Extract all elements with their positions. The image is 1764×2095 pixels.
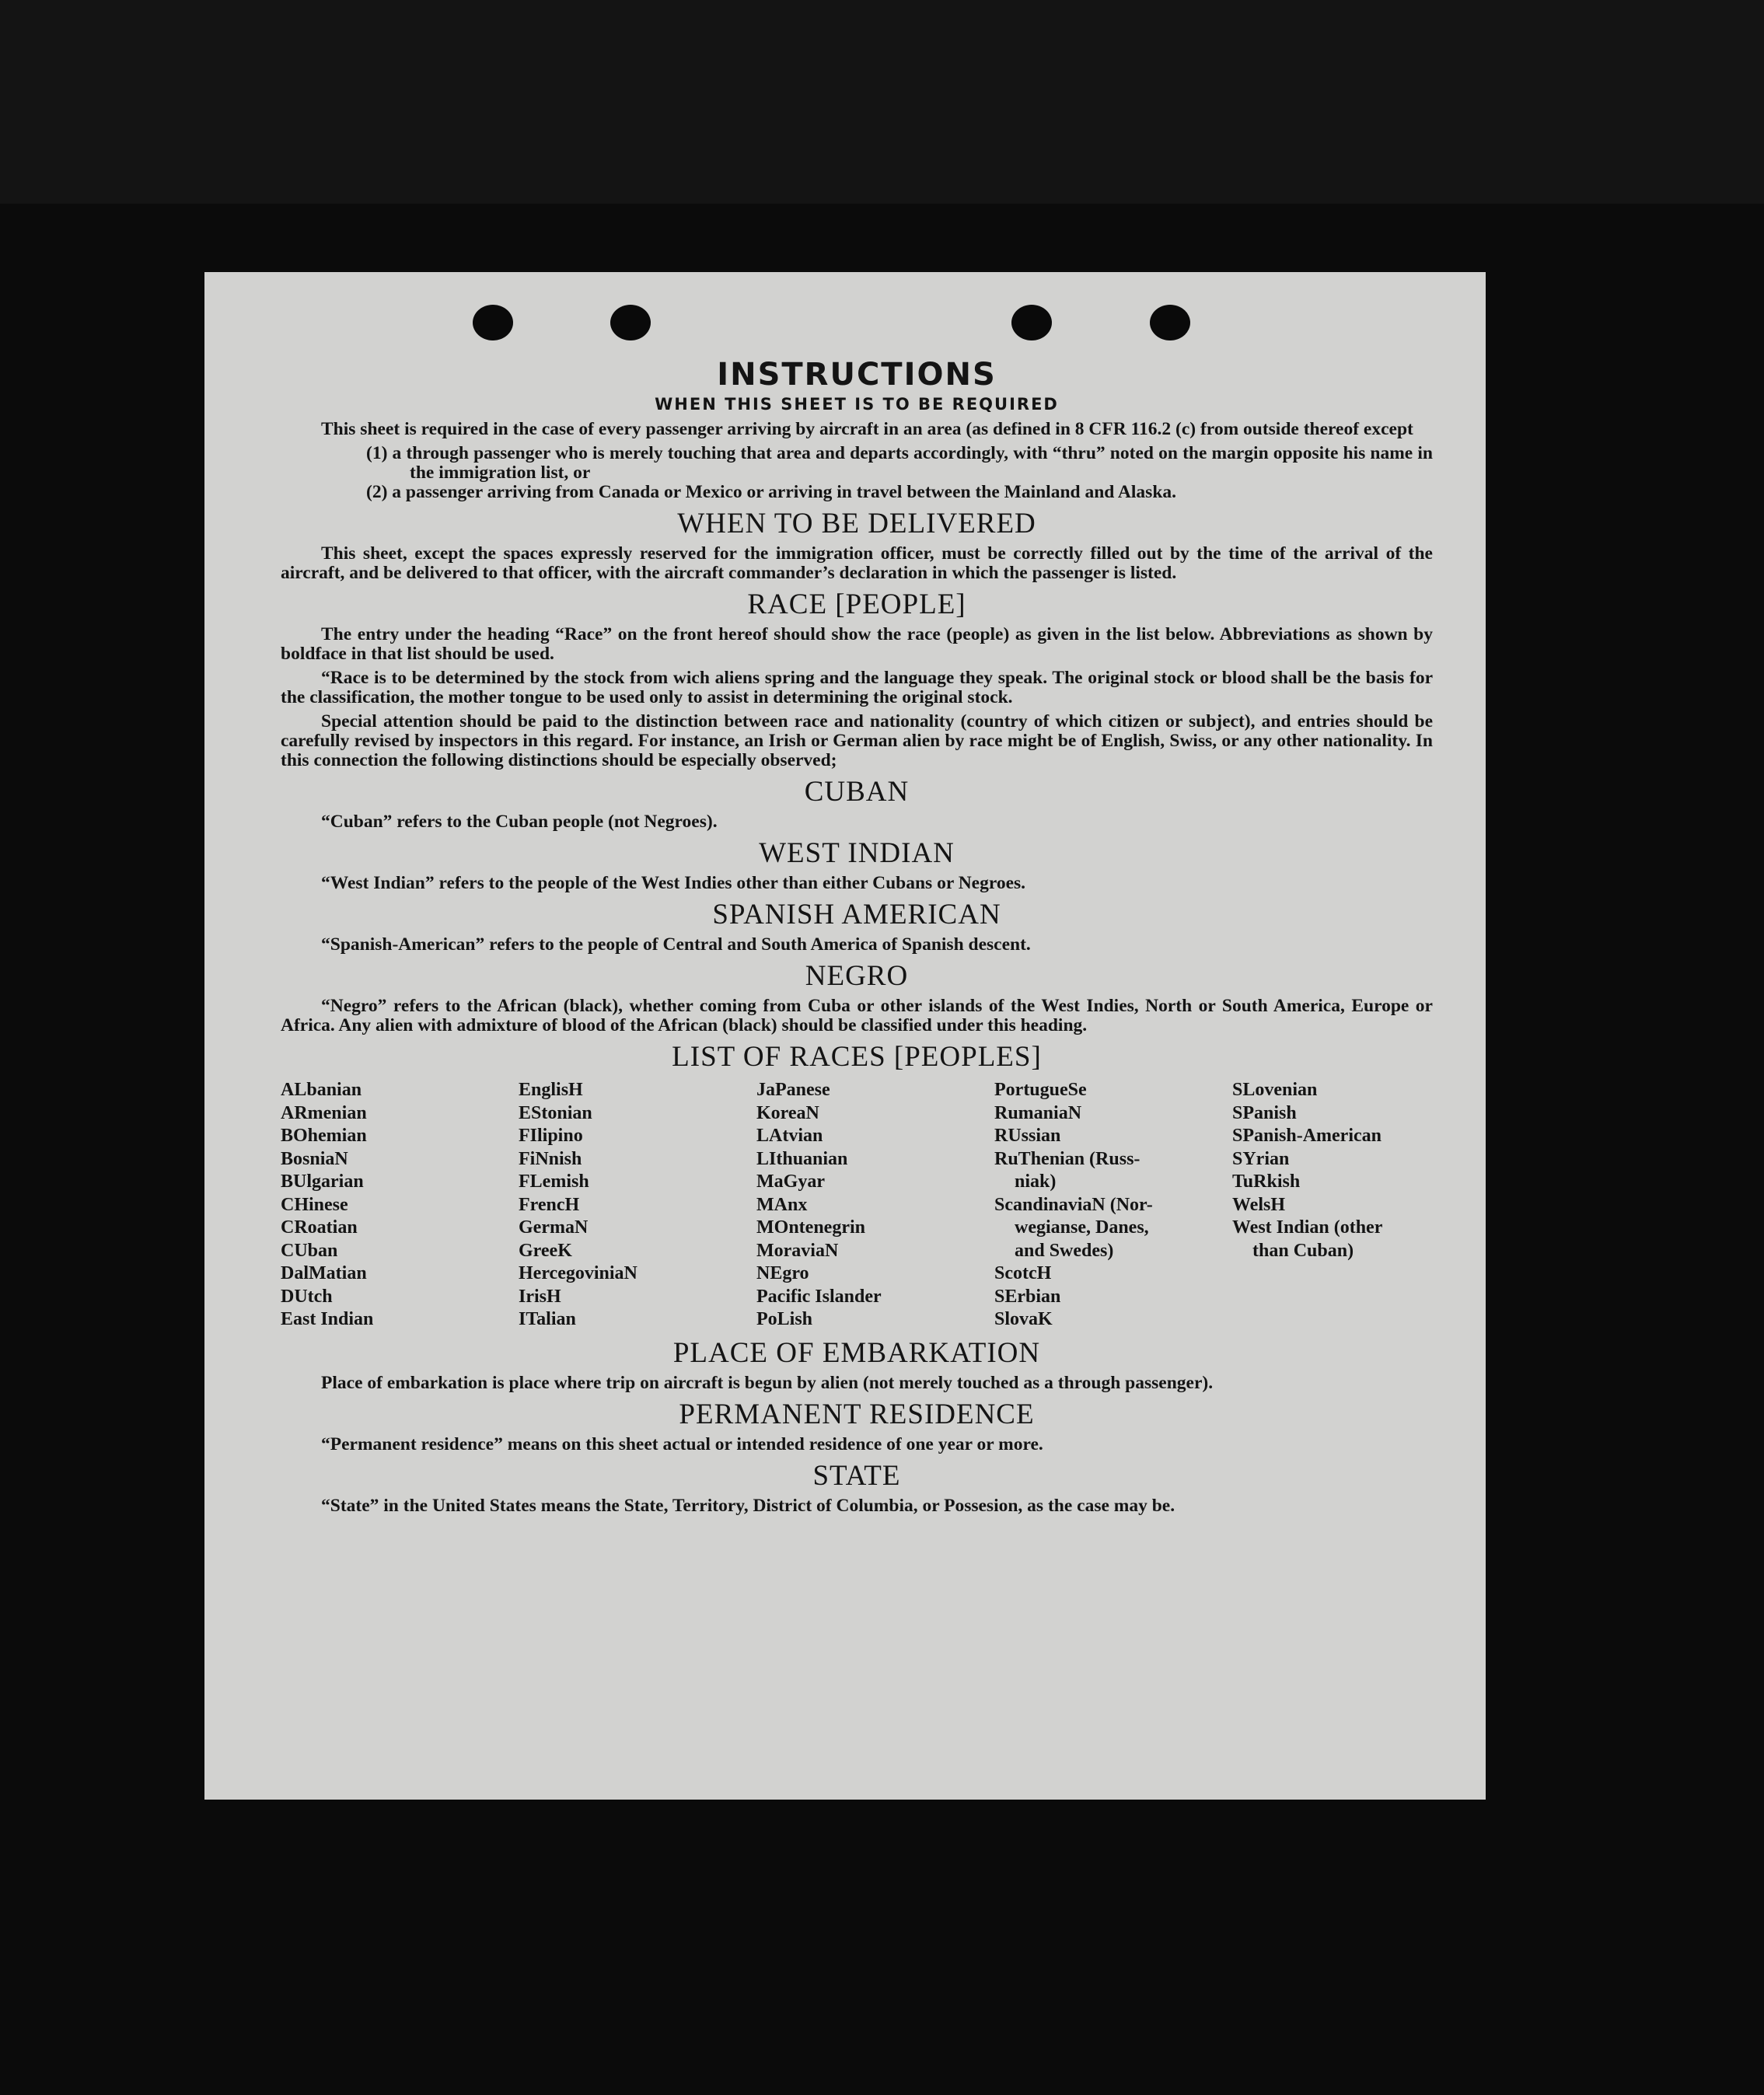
race-entry: FLemish [519, 1171, 589, 1192]
race-paragraph-2: “Race is to be determined by the stock from wich aliens spring and the language they speak. The original stock or blood shall be the basis for the classification, the mother tongue to be used only to assist in determining the original stock. [281, 668, 1433, 707]
race-entry: JaPanese [756, 1080, 830, 1100]
race-entry: SPanish-American [1232, 1126, 1382, 1146]
race-entry: EnglisH [519, 1080, 583, 1100]
race-entry: DalMatian [281, 1263, 367, 1283]
race-entry: CUban [281, 1240, 338, 1261]
race-entry: SLovenian [1232, 1080, 1318, 1100]
race-entry: BUlgarian [281, 1171, 364, 1192]
section-heading-cuban: CUBAN [804, 776, 910, 808]
race-entry: FiNnish [519, 1148, 582, 1169]
section-heading-spanish-american: SPANISH AMERICAN [712, 899, 1001, 931]
race-entry: ScandinaviaN (Nor- [994, 1194, 1153, 1215]
section-heading-residence: PERMANENT RESIDENCE [679, 1398, 1035, 1430]
race-entry: MAnx [756, 1194, 808, 1215]
embarkation-paragraph: Place of embarkation is place where trip on aircraft is begun by alien (not merely touched as a through passenger). [321, 1372, 1214, 1393]
race-entry: SYrian [1232, 1148, 1290, 1169]
section-heading-race: RACE [PEOPLE] [747, 588, 966, 620]
state-paragraph: “State” in the United States means the State, Territory, District of Columbia, or Possesion, as the case may be. [321, 1495, 1175, 1516]
race-entry: TuRkish [1232, 1171, 1301, 1192]
race-entry: BOhemian [281, 1126, 367, 1146]
section-heading-embarkation: PLACE OF EMBARKATION [672, 1336, 1041, 1369]
race-entry: MoraviaN [756, 1240, 839, 1261]
race-entry: IrisH [519, 1286, 561, 1307]
race-entry: WelsH [1232, 1194, 1286, 1215]
race-entry: PortugueSe [994, 1080, 1087, 1100]
document-body [281, 358, 1433, 1521]
race-entry: MOntenegrin [756, 1217, 865, 1238]
race-entry: GreeK [519, 1240, 572, 1261]
race-entry: ARmenian [281, 1102, 367, 1123]
delivered-paragraph: This sheet, except the spaces expressly reserved for the immigration officer, must be correctly filled out by the time of the arrival of the aircraft, and be delivered to that officer, with the aircraft commander’s declaration in which the passenger is listed. [281, 543, 1433, 583]
section-heading-delivered: WHEN TO BE DELIVERED [677, 508, 1036, 539]
race-entry: SPanish [1232, 1102, 1297, 1123]
race-entry: MaGyar [756, 1171, 825, 1192]
intro-paragraph: This sheet is required in the case of every passenger arriving by aircraft in an area (as defined in 8 CFR 116.2 (c) from outside thereof except [321, 419, 1413, 439]
race-entry: FrencH [519, 1194, 580, 1215]
race-entry: FIlipino [519, 1126, 583, 1146]
race-entry: PoLish [756, 1309, 813, 1329]
races-column [519, 1079, 756, 1332]
cuban-paragraph: “Cuban” refers to the Cuban people (not Negroes). [321, 812, 718, 832]
races-column [756, 1079, 994, 1332]
race-paragraph-3: Special attention should be paid to the distinction between race and nationality (country of which citizen or subject), and entries should be carefully revised by inspectors in this regard. For instance, an Irish or German alien by race might be of English, Swiss, or any other nationality. In this connection the following distinctions should be especially observed; [281, 711, 1433, 770]
race-entry: ITalian [519, 1309, 576, 1329]
race-entry: SErbian [994, 1286, 1061, 1307]
race-entry: Pacific Islander [756, 1286, 882, 1307]
race-entry: RUssian [994, 1126, 1061, 1146]
section-heading-west-indian: WEST INDIAN [759, 837, 955, 869]
race-entry: ScotcH [994, 1263, 1052, 1283]
race-entry: ALbanian [281, 1080, 362, 1100]
exception-item: (2) a passenger arriving from Canada or Mexico or arriving in travel between the Mainland and Alaska. [366, 482, 1177, 502]
races-column [281, 1079, 519, 1332]
section-heading-list-of-races: LIST OF RACES [PEOPLES] [672, 1041, 1042, 1073]
document-sheet [204, 272, 1486, 1800]
race-entry: LIthuanian [756, 1148, 848, 1169]
race-entry: West Indian (other [1232, 1217, 1383, 1238]
race-entry: KoreaN [756, 1102, 819, 1123]
race-entry: HercegoviniaN [519, 1263, 637, 1283]
race-entry: RumaniaN [994, 1102, 1082, 1123]
race-entry: and Swedes) [1015, 1240, 1114, 1261]
spanish-american-paragraph: “Spanish-American” refers to the people of Central and South America of Spanish descent. [321, 934, 1031, 955]
race-entry: NEgro [756, 1263, 809, 1283]
race-entry: East Indian [281, 1309, 374, 1329]
punch-hole [1150, 305, 1190, 340]
race-entry: niak) [1015, 1171, 1057, 1192]
race-entry: than Cuban) [1252, 1240, 1354, 1261]
race-entry: SlovaK [994, 1309, 1053, 1329]
scan-border-top [0, 0, 1764, 204]
race-entry: wegianse, Danes, [1015, 1217, 1149, 1238]
race-entry: BosniaN [281, 1148, 348, 1169]
negro-paragraph: “Negro” refers to the African (black), whether coming from Cuba or other islands of the West Indies, North or South America, Europe or Africa. Any alien with admixture of blood of the African (black) should be classified under this heading. [281, 996, 1433, 1035]
section-heading-negro: NEGRO [805, 960, 909, 992]
race-entry: CRoatian [281, 1217, 358, 1238]
residence-paragraph: “Permanent residence” means on this sheet actual or intended residence of one year or more. [321, 1433, 1043, 1454]
race-paragraph-1: The entry under the heading “Race” on the front hereof should show the race (people) as given in the list below. Abbreviations as shown by boldface in that list should be used. [281, 624, 1433, 664]
document-subtitle: WHEN THIS SHEET IS TO BE REQUIRED [655, 395, 1059, 414]
races-column [994, 1079, 1232, 1332]
exception-item: (1) a through passenger who is merely touching that area and departs accordingly, with “thru” noted on the margin opposite his name in the immigration list, or [366, 443, 1433, 483]
race-entry: LAtvian [756, 1126, 823, 1146]
race-entry: DUtch [281, 1286, 333, 1307]
races-column [1232, 1079, 1433, 1332]
races-table [281, 1079, 1433, 1332]
punch-hole [610, 305, 651, 340]
race-entry: EStonian [519, 1102, 592, 1123]
race-entry: RuThenian (Russ- [994, 1148, 1140, 1169]
section-heading-state: STATE [812, 1459, 901, 1492]
document-title: INSTRUCTIONS [717, 357, 997, 393]
west-indian-paragraph: “West Indian” refers to the people of the West Indies other than either Cubans or Negroes. [321, 873, 1026, 893]
race-entry: CHinese [281, 1194, 348, 1215]
punch-hole [473, 305, 513, 340]
race-entry: GermaN [519, 1217, 589, 1238]
punch-hole [1011, 305, 1052, 340]
